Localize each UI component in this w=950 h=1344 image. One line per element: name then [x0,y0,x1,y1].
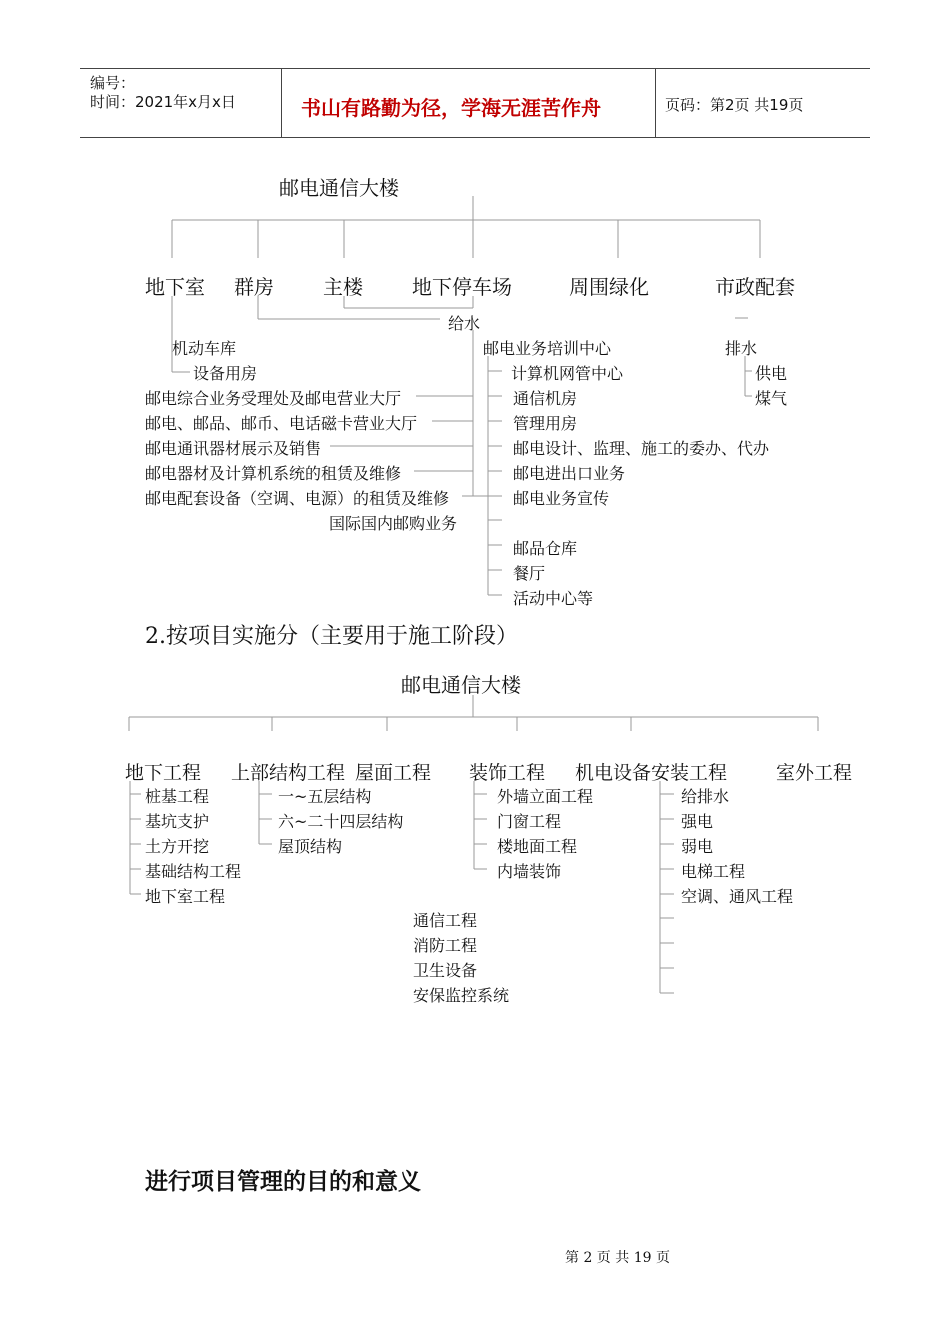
chart2-mep-extra-item: 通信工程 [413,911,478,930]
chart1-podium-item: 邮电器材及计算机系统的租赁及维修 [145,464,402,483]
chart1-main-item: 邮品仓库 [513,539,578,558]
chart1-root: 邮电通信大楼 [279,176,399,200]
chart1-category-parking: 地下停车场 [412,275,512,299]
chart1-main-item: 邮电进出口业务 [513,464,626,483]
chart2-structure-item: 六~二十四层结构 [278,812,404,831]
chart1-main-item: 管理用房 [513,414,578,433]
chart2-mep-extra-item: 卫生设备 [413,961,478,980]
chart2-mep-extra-item: 安保监控系统 [413,986,510,1005]
chart2-mep-item: 给排水 [681,787,730,806]
chart2-underground-item: 基坑支护 [145,812,210,831]
chart1-municipal-item: 煤气 [755,389,788,408]
chart2-underground-item: 土方开挖 [145,837,210,856]
section-heading-purpose: 进行项目管理的目的和意义 [145,1168,421,1195]
chart2-category-roof: 屋面工程 [355,762,432,784]
chart1-category-main: 主楼 [323,275,363,299]
header-time-label: 时间：2021年x月x日 [90,93,236,111]
chart1-main-item: 邮电业务宣传 [513,489,610,508]
chart2-underground-item: 桩基工程 [145,787,210,806]
chart2-mep-item: 电梯工程 [681,862,746,881]
chart2-decoration-item: 内墙装饰 [497,862,562,881]
chart2-decoration-item: 外墙立面工程 [497,787,594,806]
chart1-category-podium: 群房 [234,275,274,299]
chart2-category-underground: 地下工程 [125,762,202,784]
header-page-info: 页码：第2页 共19页 [665,96,804,114]
chart1-podium-item: 邮电、邮品、邮币、电话磁卡营业大厅 [145,414,418,433]
chart1-main-item: 通信机房 [513,389,578,408]
chart2-category-mep: 机电设备安装工程 [575,762,728,784]
page-footer: 第 2 页 共 19 页 [565,1250,670,1266]
chart1-municipal-item: 排水 [725,339,758,358]
chart2-mep-extra-item: 消防工程 [413,936,478,955]
chart1-podium-item: 国际国内邮购业务 [329,514,458,533]
header-motto: 书山有路勤为径，学海无涯苦作舟 [301,96,601,120]
chart2-underground-item: 基础结构工程 [145,862,242,881]
chart1-basement-item: 机动车库 [172,339,237,358]
chart2-structure-item: 屋顶结构 [278,837,343,856]
chart1-basement-item: 设备用房 [193,364,258,383]
chart2-structure-item: 一~五层结构 [278,787,372,806]
chart1-podium-item: 邮电配套设备（空调、电源）的租赁及维修 [145,489,450,508]
chart2-decoration-item: 门窗工程 [497,812,562,831]
chart1-category-municipal: 市政配套 [715,275,795,299]
chart2-category-outdoor: 室外工程 [776,762,853,784]
chart1-category-basement: 地下室 [145,275,205,299]
chart2-root: 邮电通信大楼 [401,673,521,697]
chart2-decoration-item: 楼地面工程 [497,837,578,856]
chart2-category-decoration: 装饰工程 [469,762,546,784]
chart1-main-item: 活动中心等 [513,589,594,608]
chart1-main-item: 餐厅 [513,564,546,583]
chart1-municipal-item: 供电 [755,364,788,383]
chart1-main-item: 计算机网管中心 [511,364,624,383]
section-heading: 2.按项目实施分（主要用于施工阶段） [145,624,518,649]
chart1-podium-item: 邮电综合业务受理处及邮电营业大厅 [145,389,402,408]
chart2-category-structure: 上部结构工程 [231,762,346,784]
chart2-mep-item: 弱电 [681,837,714,856]
chart1-podium-item: 邮电通讯器材展示及销售 [145,439,322,458]
chart2-mep-item: 空调、通风工程 [681,887,794,906]
chart1-category-greening: 周围绿化 [569,275,649,299]
chart1-main-head: 邮电业务培训中心 [483,339,612,358]
chart2-underground-item: 地下室工程 [145,887,226,906]
chart1-water-supply: 给水 [448,314,481,333]
chart2-mep-item: 强电 [681,812,714,831]
chart1-main-item: 邮电设计、监理、施工的委办、代办 [513,439,770,458]
header-number-label: 编号： [90,74,136,92]
